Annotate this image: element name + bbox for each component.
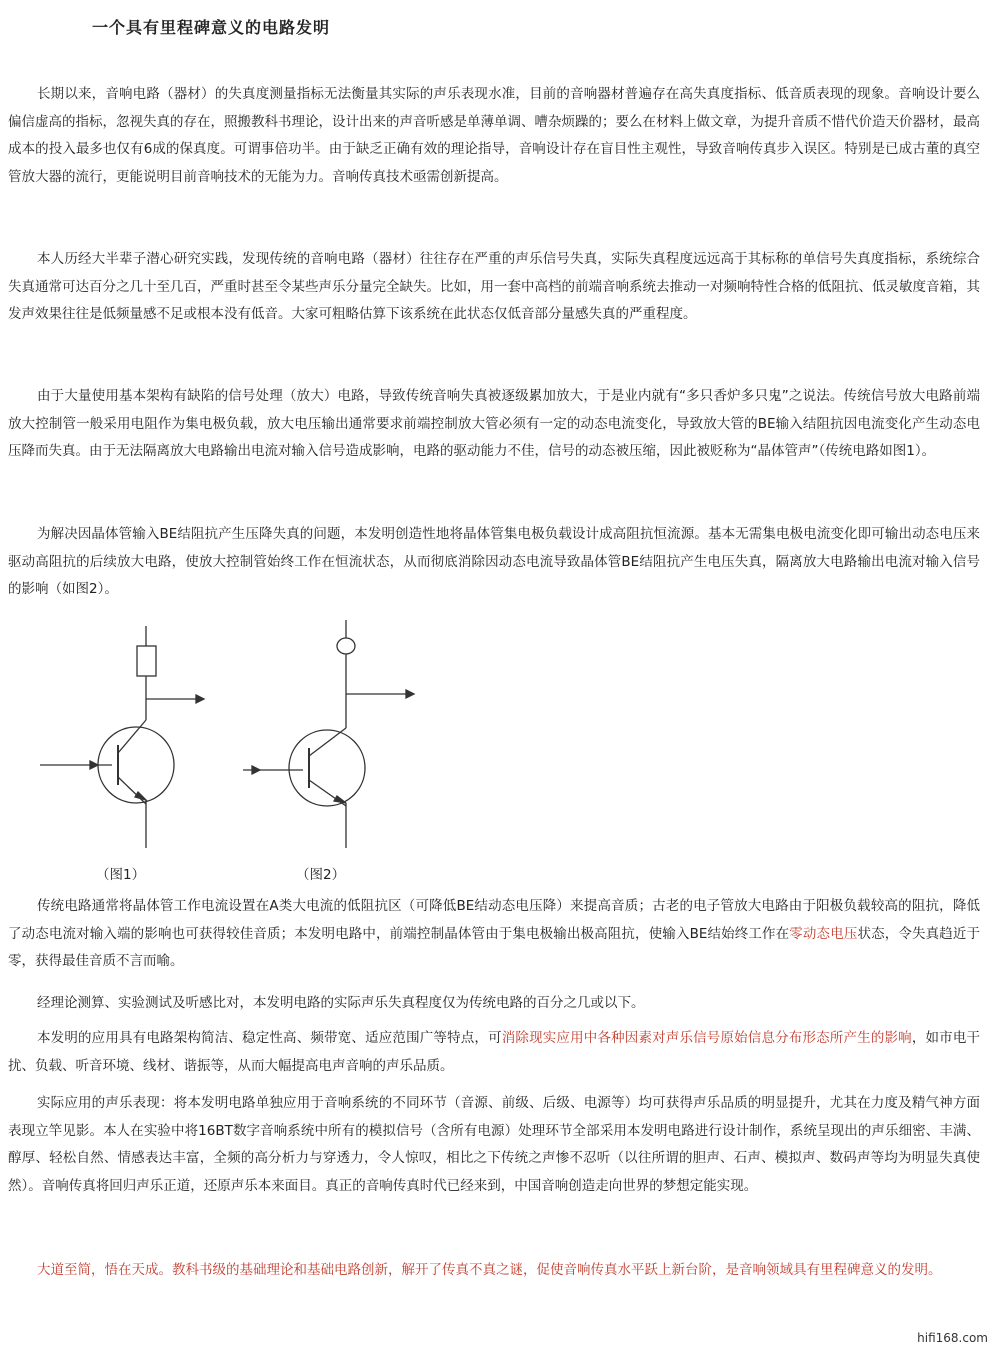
- highlight-eliminate-influence: 消除现实应用中各种因素对声乐信号原始信息分布形态所产生的影响: [501, 1030, 912, 1046]
- paragraph-4: 为解决因晶体管输入BE结阻抗产生压降失真的问题，本发明创造性地将晶体管集电极负载设计成高阻抗恒流源。基本无需集电极电流变化即可输出动态电压来驱动高阻抗的后续放大电路，使放大控制管始终工作在恒流状态，从而彻底消除因动态电流导致晶体管BE结阻抗产生电压失真，隔离放大电路输出电流对输入信号的影响（如图2）。: [8, 526, 980, 597]
- paragraph-7-text-a: 本发明的应用具有电路架构简洁、稳定性高、频带宽、适应范围广等特点，可: [37, 1030, 502, 1046]
- figure-2-circuit: [243, 620, 414, 848]
- resistor-symbol: [137, 646, 156, 676]
- output-arrow: [406, 690, 414, 698]
- paragraph-1: 长期以来，音响电路（器材）的失真度测量指标无法衡量其实际的声乐表现水准，目前的音响器材普遍存在高失真度指标、低音质表现的现象。音响设计要么偏信虚高的指标，忽视失真的存在，照搬教科书理论，设计出来的声音听感是单薄单调、嘈杂烦躁的；要么在材料上做文章，为提升音质不惜代价造天价器材，最高成本的投入最多也仅有6成的保真度。可谓事倍功半。由于缺乏正确有效的理论指导，音响设计存在盲目性主观性，导致音响传真步入误区。特别是已成古董的真空管放大器的流行，更能说明目前音响技术的无能为力。音响传真技术亟需创新提高。: [8, 86, 980, 185]
- page-title: 一个具有里程碑意义的电路发明: [92, 18, 331, 37]
- paragraph-8: 实际应用的声乐表现：将本发明电路单独应用于音响系统的不同环节（音源、前级、后级、电源等）均可获得声乐品质的明显提升，尤其在力度及精气神方面表现立竿见影。本人在实验中将16BT数字音响系统中所有的模拟信号（含所有电源）处理环节全部采用本发明电路进行设计制作，系统呈现出的声乐细密、丰满、醇厚、轻松自然、情感表达丰富，全频的高分析力与穿透力，令人惊叹，相比之下传统之声惨不忍听（以往所谓的胆声、石声、模拟声、数码声等均为明显失真使然）。音响传真将回归声乐正道，还原声乐本来面目。真正的音响传真时代已经来到，中国音响创造走向世界的梦想定能实现。: [8, 1095, 980, 1194]
- input-arrow: [252, 766, 260, 774]
- paragraph-5-text-a: 传统电路通常将晶体管工作电流设置在A类大电流的低阻抗区（可降低BE结动态电压降）来提高音质；古老的电子管放大电路由于阳极负载较高的阻抗，降低了动态电流对输入端的影响也可获得较佳音质；本发明电路中，前端控制晶体管由于集电极输出极高阻抗，使输入BE结始终工作在: [8, 898, 980, 942]
- transistor-symbol: [289, 730, 365, 806]
- site-watermark: hifi168.com: [917, 1331, 988, 1345]
- paragraph-7-text-b: ，如市电干扰、负载、听音环境、线材、谐振等，从而大幅提高电声音响的声乐品质。: [8, 1030, 981, 1074]
- highlight-zero-dynamic-voltage: 零动态电压: [789, 925, 858, 942]
- paragraph-5-text-b: 状态，令失真趋近于零，获得最佳音质不言而喻。: [8, 925, 981, 969]
- paragraph-2: 本人历经大半辈子潜心研究实践，发现传统的音响电路（器材）往往存在严重的声乐信号失真，实际失真程度远远高于其标称的单信号失真度指标，系统综合失真通常可达百分之几十至几百，严重时甚至令某些声乐分量完全缺失。比如，用一套中高档的前端音响系统去推动一对频响特性合格的低阻抗、低灵敏度音箱，其发声效果往往是低频量感不足或根本没有低音。大家可粗略估算下该系统在此状态仅低音部分量感失真的严重程度。: [8, 251, 980, 322]
- figure-1-circuit: [40, 626, 204, 848]
- input-arrow: [90, 761, 98, 769]
- output-arrow: [196, 695, 204, 703]
- current-source-symbol: [337, 638, 355, 654]
- paragraph-7: [8, 1025, 980, 1080]
- paragraph-9-conclusion: 大道至简，悟在天成。教科书级的基础理论和基础电路创新，解开了传真不真之谜，促使音响传真水平跃上新台阶，是音响领域具有里程碑意义的发明。: [37, 1262, 942, 1278]
- figure-2-caption: （图2）: [296, 867, 346, 883]
- paragraph-6: 经理论测算、实验测试及听感比对，本发明电路的实际声乐失真程度仅为传统电路的百分之几或以下。: [37, 995, 645, 1011]
- paragraph-5: [8, 893, 980, 976]
- paragraph-3: 由于大量使用基本架构有缺陷的信号处理（放大）电路，导致传统音响失真被逐级累加放大，于是业内就有“多只香炉多只鬼”之说法。传统信号放大电路前端放大控制管一般采用电阻作为集电极负载，放大电压输出通常要求前端控制放大管必须有一定的动态电流变化，导致放大管的BE输入结阻抗因电流变化产生动态电压降而失真。由于无法隔离放大电路输出电流对输入信号造成影响，电路的驱动能力不佳，信号的动态被压缩，因此被贬称为“晶体管声”（传统电路如图1）。: [8, 388, 980, 459]
- figure-1-caption: （图1）: [96, 867, 146, 883]
